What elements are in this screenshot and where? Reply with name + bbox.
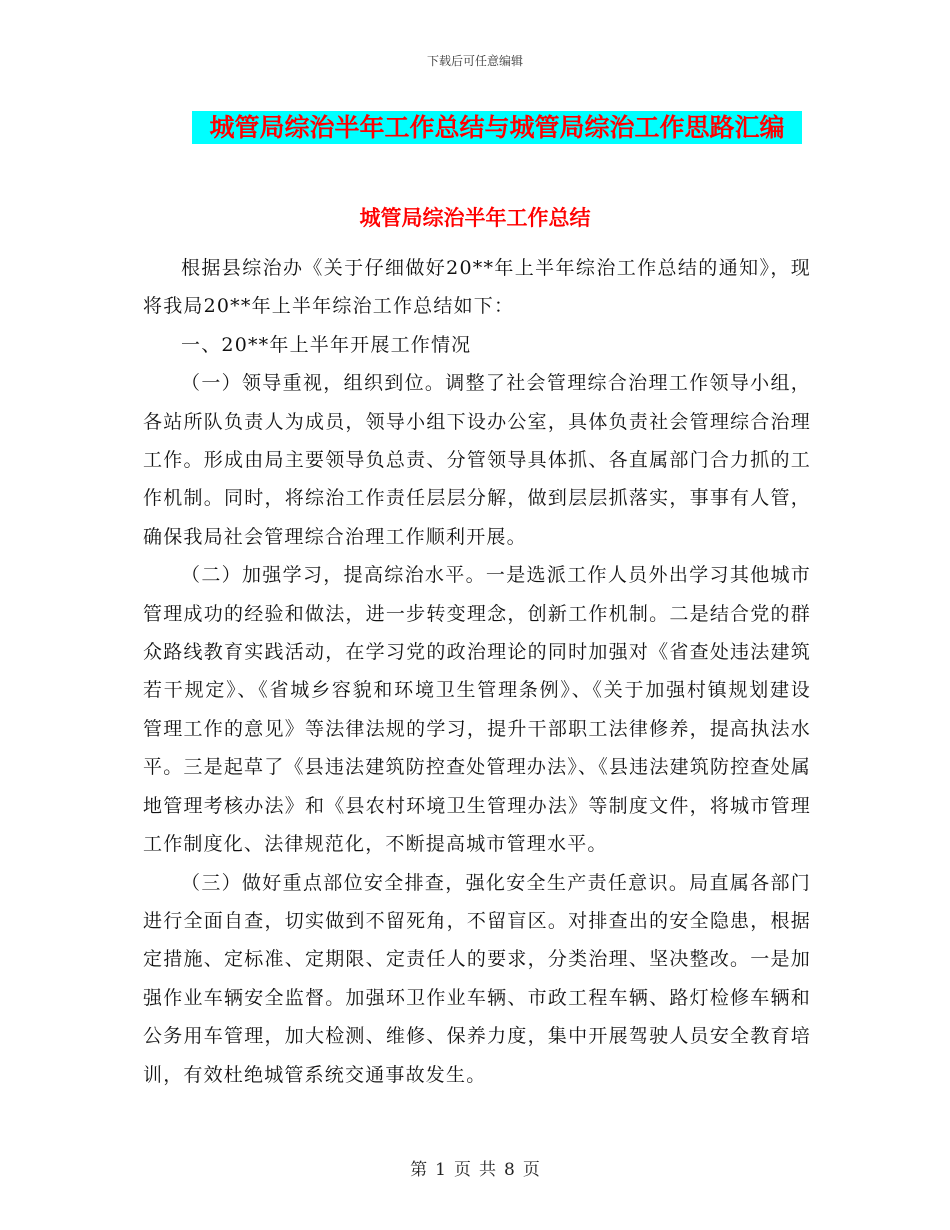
paragraph-intro: 根据县综治办《关于仔细做好20**年上半年综治工作总结的通知》，现将我局20**年上半年综治工作总结如下：	[143, 257, 811, 318]
page-footer	[0, 1155, 950, 1180]
footer-page-unit: 页	[454, 1160, 471, 1180]
paragraph-item-1: （一）领导重视，组织到位。调整了社会管理综合治理工作领导小组，各站所队负责人为成员，领导小组下设办公室，具体负责社会管理综合治理工作。形成由局主要领导负总责、分管领导具体抓、各直属部门合力抓的工作机制。同时，将综治工作责任层层分解，做到层层抓落实，事事有人管，确保我局社会管理综合治理工作顺利开展。	[143, 372, 811, 548]
paragraph-heading-1: 一、20**年上半年开展工作情况	[181, 333, 472, 356]
header-note: 下载后可任意编辑	[426, 54, 523, 68]
section-title: 城管局综治半年工作总结	[359, 206, 591, 230]
footer-total-unit: 页	[522, 1160, 540, 1180]
footer-page-total: 8	[504, 1160, 515, 1180]
paragraph-item-3: （三）做好重点部位安全排查，强化安全生产责任意识。局直属各部门进行全面自查，切实做到不留死角，不留盲区。对排查出的安全隐患，根据定措施、定标准、定期限、定责任人的要求，分类治理、坚决整改。一是加强作业车辆安全监督。加强环卫作业车辆、市政工程车辆、路灯检修车辆和公务用车管理，加大检测、维修、保养力度，集中开展驾驶人员安全教育培训，有效杜绝城管系统交通事故发生。	[143, 871, 811, 1086]
paragraph-item-2: （二）加强学习，提高综治水平。一是选派工作人员外出学习其他城市管理成功的经验和做法，进一步转变理念，创新工作机制。二是结合党的群众路线教育实践活动，在学习党的政治理论的同时加强对《省查处违法建筑若干规定》、《省城乡容貌和环境卫生管理条例》、《关于加强村镇规划建设管理工作的意见》等法律法规的学习，提升干部职工法律修养，提高执法水平。三是起草了《县违法建筑防控查处管理办法》、《县违法建筑防控查处属地管理考核办法》和《县农村环境卫生管理办法》等制度文件，将城市管理工作制度化、法律规范化，不断提高城市管理水平。	[143, 564, 811, 856]
document-title: 城管局综治半年工作总结与城管局综治工作思路汇编	[209, 113, 785, 142]
footer-page-current: 1	[435, 1160, 446, 1180]
footer-page-label: 第	[410, 1160, 428, 1180]
document-body	[143, 249, 811, 1094]
footer-total-label: 共	[479, 1160, 496, 1180]
